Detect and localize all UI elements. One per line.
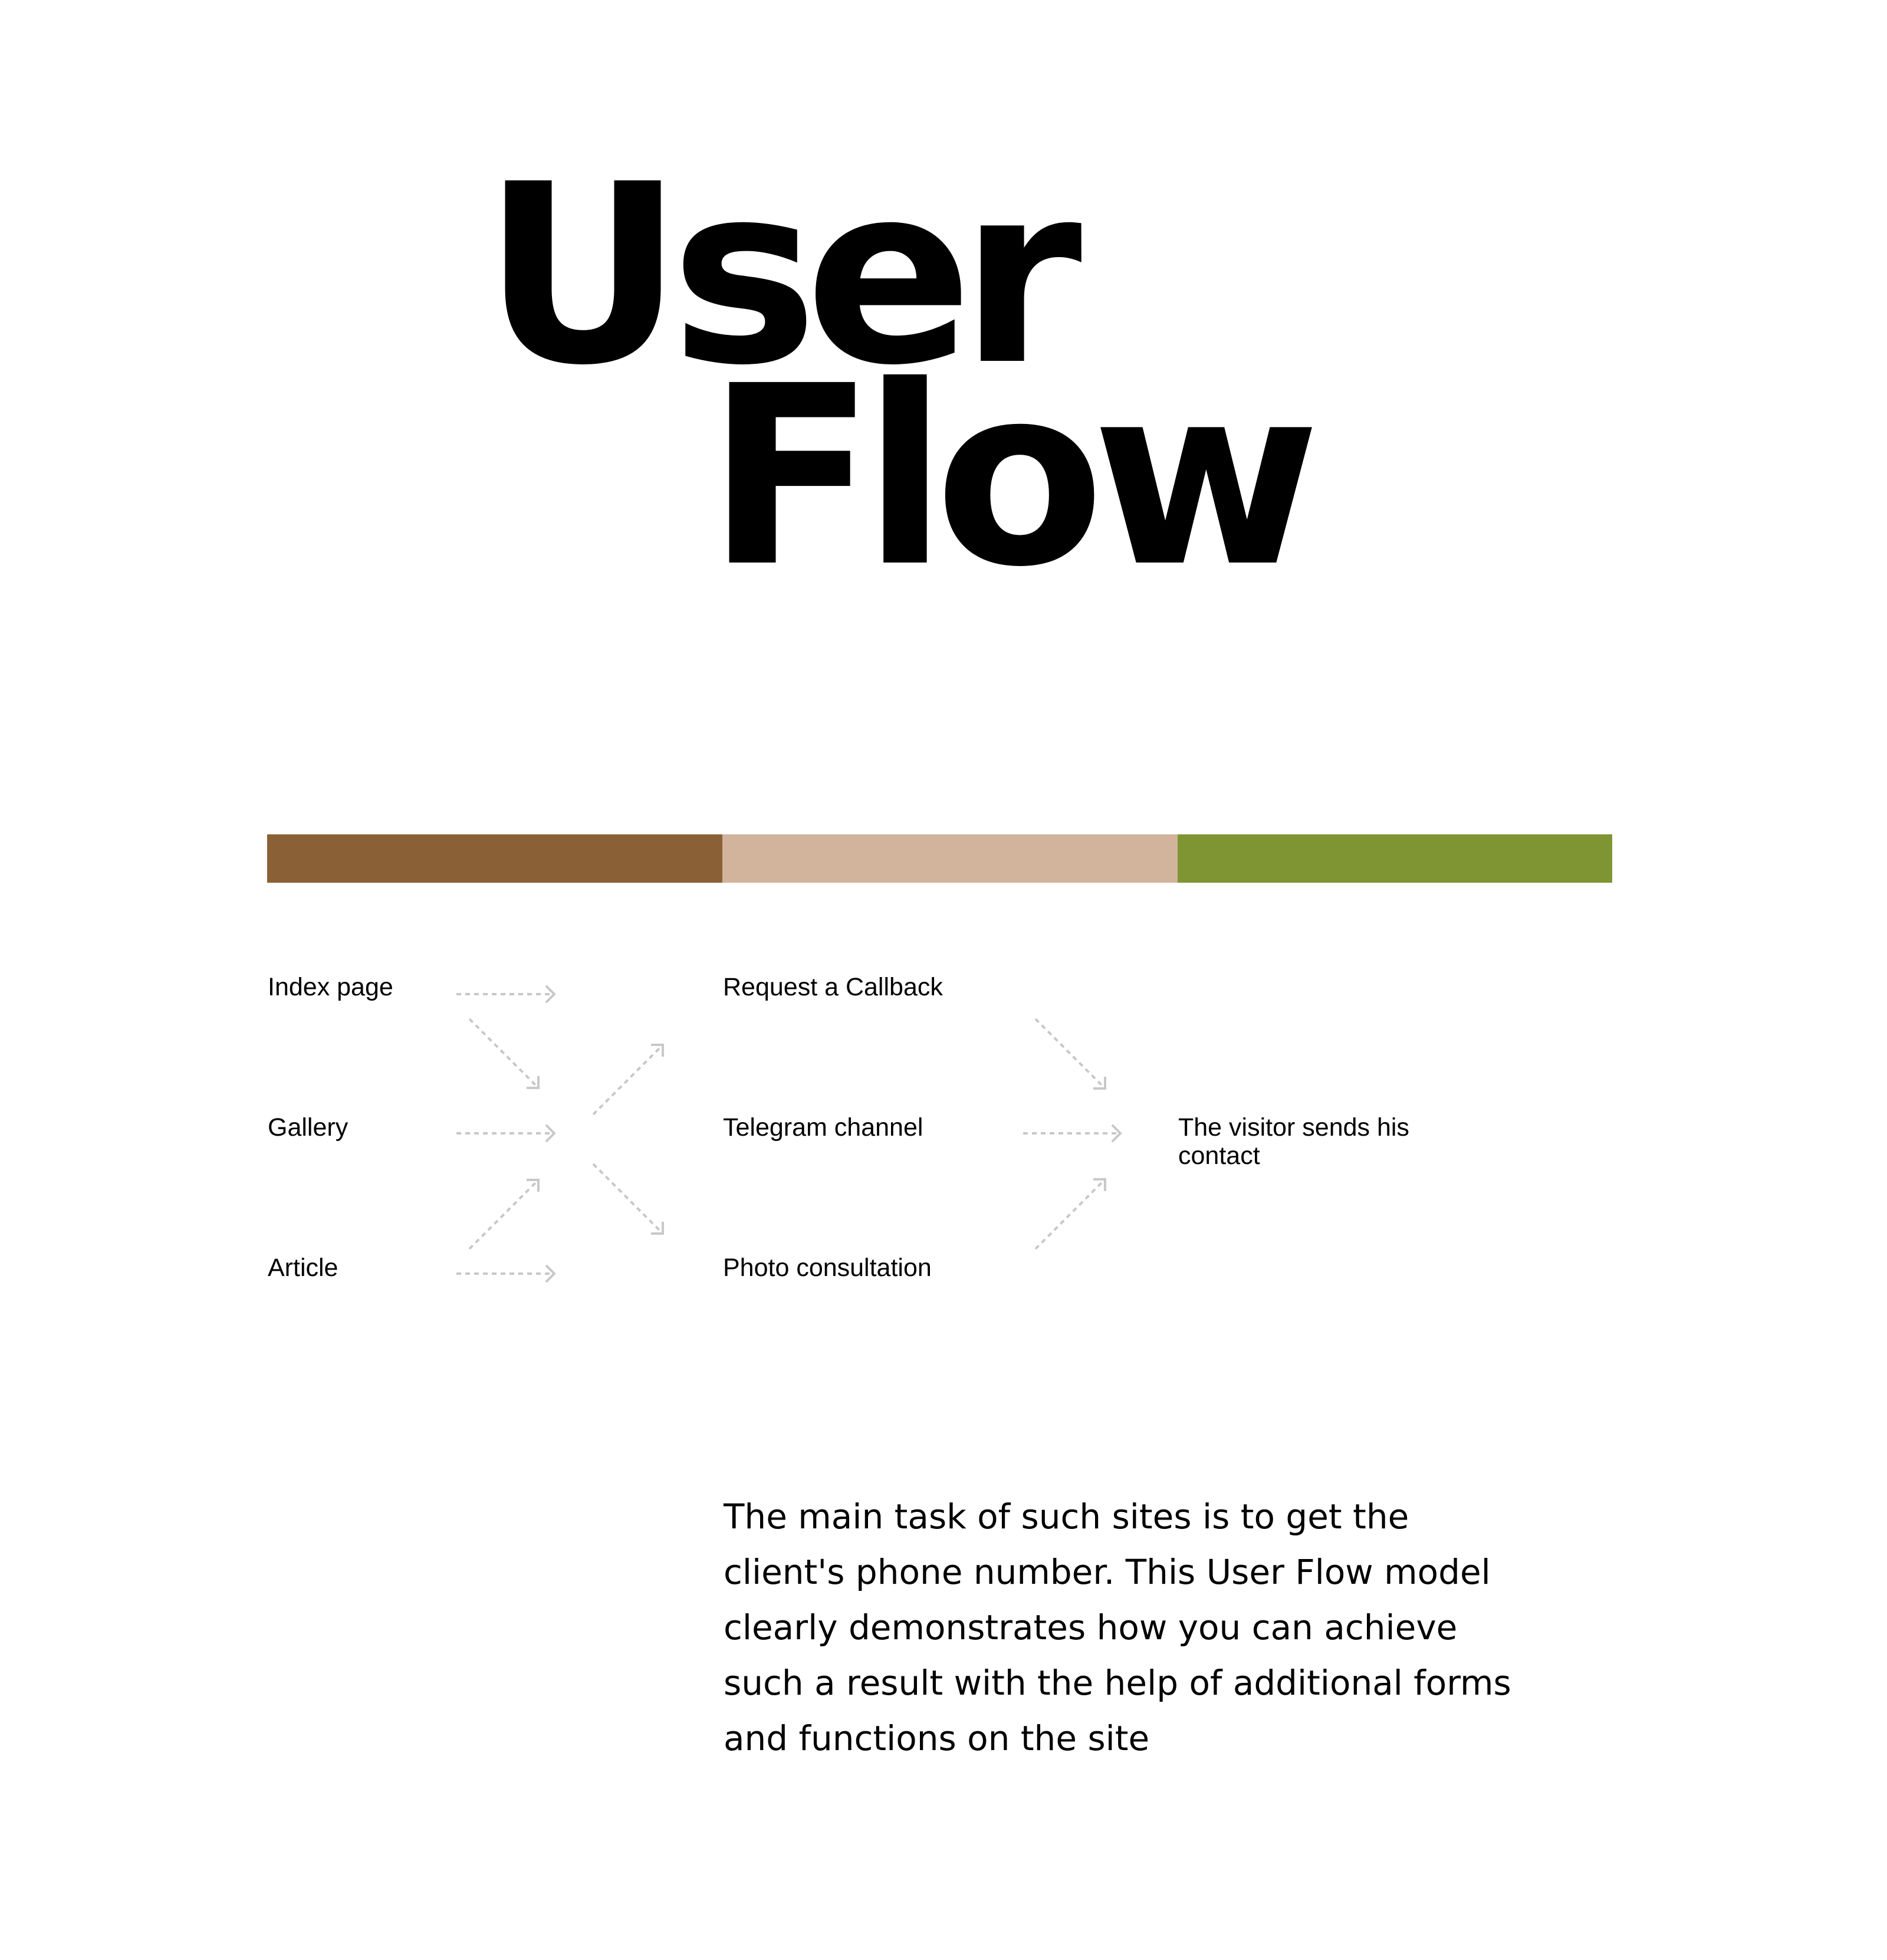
node-visitor-sends-contact: The visitor sends his contact (1178, 1113, 1409, 1170)
arrow-index-to-gallery (469, 1019, 538, 1088)
description-text: The main task of such sites is to get the client's phone number. This User Flow model clearly demonstrates how you can achieve such a result with the help of additional forms and functions on the site (724, 1497, 1511, 1758)
node-photo-consultation: Photo consultation (723, 1254, 932, 1282)
node-article: Article (268, 1254, 338, 1282)
node-request-callback: Request a Callback (723, 973, 943, 1001)
title-user: User (482, 131, 1070, 420)
arrow-callback-to-result (1035, 1019, 1105, 1088)
node-gallery: Gallery (268, 1113, 349, 1142)
arrow-article-to-gallery (469, 1180, 538, 1249)
arrow-mid-to-photo (593, 1164, 663, 1234)
arrow-photo-to-result (1035, 1179, 1105, 1249)
title-flow: Flow (706, 333, 1308, 621)
arrow-mid-to-callback (593, 1045, 663, 1114)
node-index-page: Index page (268, 973, 393, 1001)
node-telegram-channel: Telegram channel (723, 1113, 923, 1142)
